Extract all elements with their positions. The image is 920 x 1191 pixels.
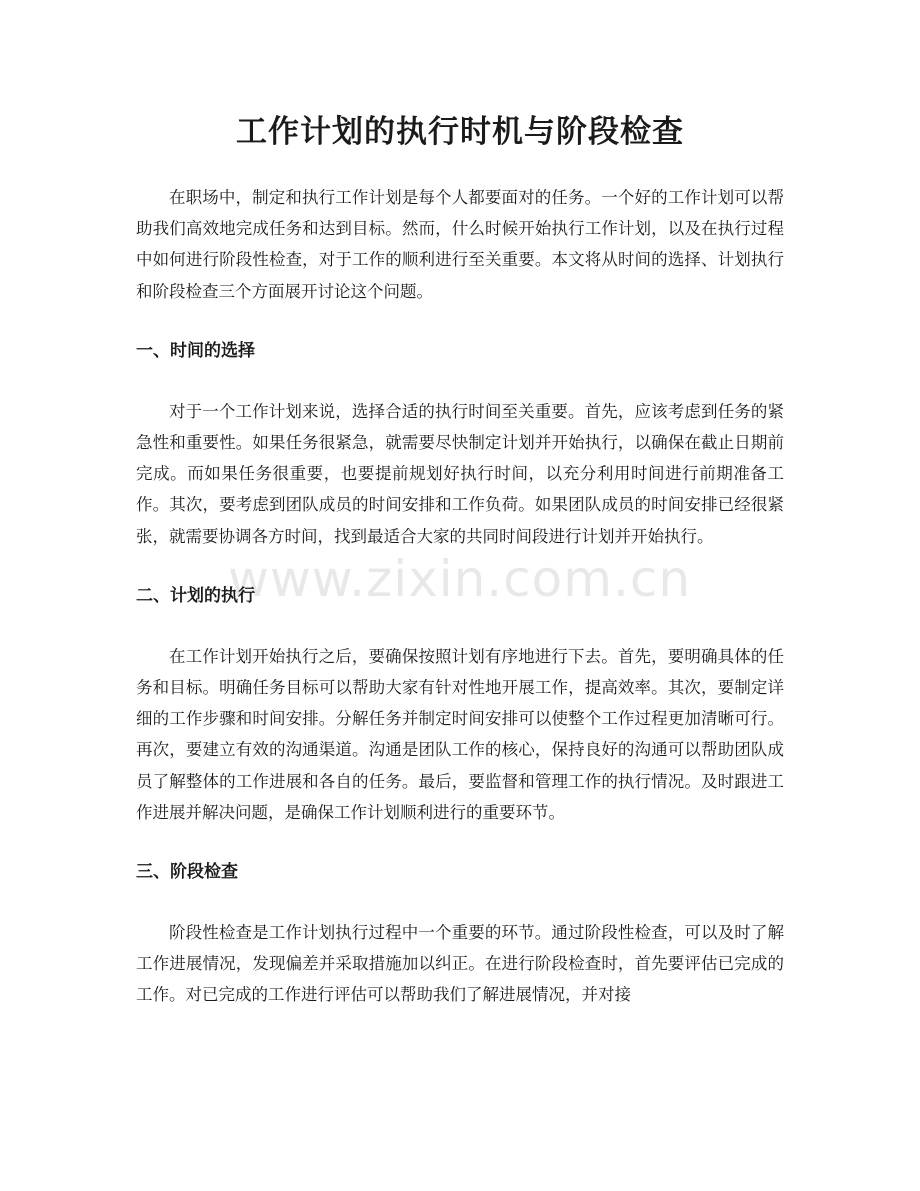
section-heading-check: 三、阶段检查 xyxy=(136,862,238,883)
watermark-text: www.zixin.com.cn xyxy=(228,550,692,608)
intro-paragraph: 在职场中，制定和执行工作计划是每个人都要面对的任务。一个好的工作计划可以帮助我们高效地完成任务和达到目标。然而，什么时候开始执行工作计划，以及在执行过程中如何进行阶段性检查，对于工作的顺利进行至关重要。本文将从时间的选择、计划执行和阶段检查三个方面展开讨论这个问题。 xyxy=(136,188,784,301)
section-paragraph-time: 对于一个工作计划来说，选择合适的执行时间至关重要。首先，应该考虑到任务的紧急性和重要性。如果任务很紧急，就需要尽快制定计划并开始执行，以确保在截止日期前完成。而如果任务很重要，也要提前规划好执行时间，以充分利用时间进行前期准备工作。其次，要考虑到团队成员的时间安排和工作负荷。如果团队成员的时间安排已经很紧张，就需要协调各方时间，找到最适合大家的共同时间段进行计划并开始执行。 xyxy=(136,401,784,546)
document-body xyxy=(136,182,784,1011)
section-heading-execution: 二、计划的执行 xyxy=(136,585,255,606)
document-title: 工作计划的执行时机与阶段检查 xyxy=(236,114,684,150)
section-paragraph-execution: 在工作计划开始执行之后，要确保按照计划有序地进行下去。首先，要明确具体的任务和目标。明确任务目标可以帮助大家有针对性地开展工作，提高效率。其次，要制定详细的工作步骤和时间安排。分解任务并制定时间安排可以使整个工作过程更加清晰可行。再次，要建立有效的沟通渠道。沟通是团队工作的核心，保持良好的沟通可以帮助团队成员了解整体的工作进展和各自的任务。最后，要监督和管理工作的执行情况。及时跟进工作进展并解决问题，是确保工作计划顺利进行的重要环节。 xyxy=(136,646,784,822)
section-heading-time: 一、时间的选择 xyxy=(136,340,255,361)
section-paragraph-check: 阶段性检查是工作计划执行过程中一个重要的环节。通过阶段性检查，可以及时了解工作进展情况，发现偏差并采取措施加以纠正。在进行阶段检查时，首先要评估已完成的工作。对已完成的工作进行评估可以帮助我们了解进展情况，并对接 xyxy=(136,923,784,1005)
